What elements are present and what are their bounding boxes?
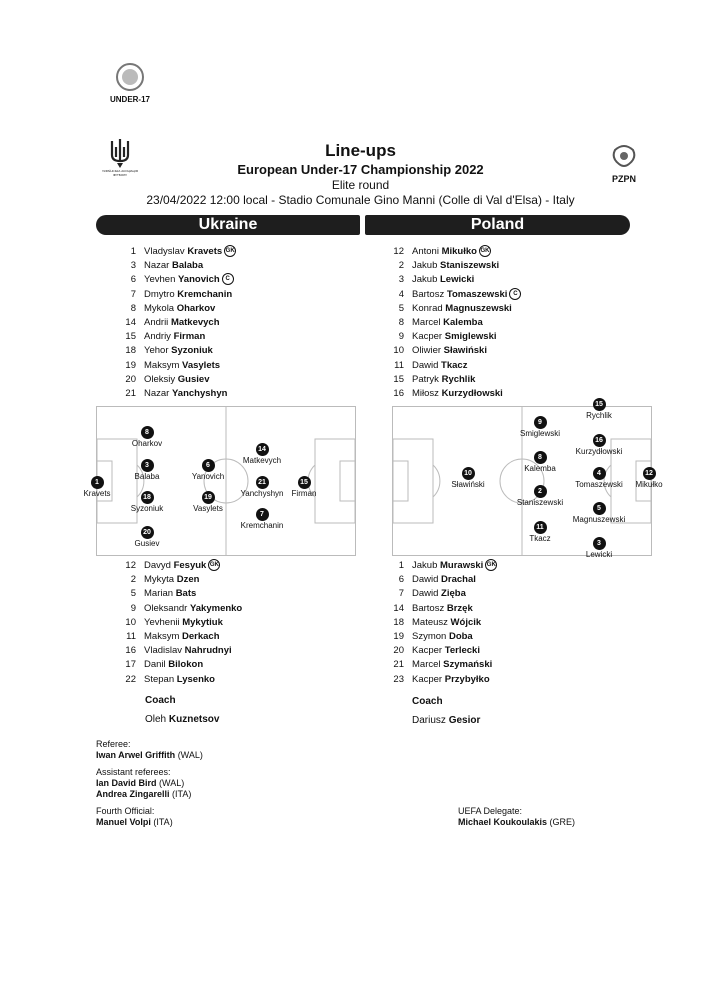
uefa-trophy-icon — [115, 62, 145, 92]
away-team-bar: Poland — [365, 215, 630, 235]
list-item: 3 Jakub Lewicki — [398, 274, 475, 286]
away-starters-list — [364, 245, 521, 401]
pitch-player: 7 Kremchanin — [222, 508, 302, 530]
referee-block: Referee: Iwan Arwel Griffith (WAL) — [96, 739, 203, 760]
home-pitch — [83, 406, 356, 556]
pitch-player: 1 Kravets — [57, 476, 137, 498]
pitch-player: 12 Mikułko — [609, 467, 689, 489]
home-team-bar: Ukraine — [96, 215, 360, 235]
list-item: 1 Vladyslav Kravets GK — [130, 246, 235, 257]
list-item: 7 Dawid Zięba — [398, 588, 466, 600]
list-item: 14 Andrii Matkevych — [125, 317, 220, 329]
captain-icon: C — [509, 288, 521, 300]
round-name: Elite round — [331, 178, 390, 192]
list-item: 10 Oliwier Sławiński — [393, 345, 487, 357]
away-pitch — [392, 401, 663, 559]
pitch-player: 4 Tomaszewski — [559, 467, 639, 489]
pitch-player: 15 Firman — [264, 476, 344, 498]
list-item: 17 Danil Bilokon — [125, 659, 204, 671]
list-item: 3 Nazar Balaba — [130, 260, 204, 272]
pitch-player: 3 Balaba — [107, 459, 187, 481]
list-item: 9 Kacper Smiglewski — [398, 331, 497, 343]
pitch-player: 15 Rychlik — [559, 398, 639, 420]
list-item: 20 Kacper Terlecki — [393, 645, 480, 657]
home-subs-list — [96, 559, 242, 687]
home-starters-list — [96, 245, 236, 401]
list-item: 2 Mykyta Dzen — [130, 574, 200, 586]
list-item: 12 Antoni Mikułko GK — [393, 246, 490, 257]
list-item: 1 Jakub Murawski GK — [398, 560, 496, 571]
list-item: 21 Nazar Yanchyshyn — [125, 388, 228, 400]
list-item: 6 Dawid Drachal — [398, 574, 476, 586]
list-item: 12 Davyd Fesyuk GK — [125, 560, 219, 571]
uefa-u17-logo: UNDER-17 — [108, 62, 152, 104]
pitch-player: 18 Syzoniuk — [107, 491, 187, 513]
list-item: 6 Yevhen Yanovich C — [96, 273, 236, 287]
pitch-player: 8 Kalemba — [500, 451, 580, 473]
pitch-player: 8 Oharkov — [107, 426, 187, 448]
pitch-player: 6 Yanovich — [168, 459, 248, 481]
list-item: 15 Andriy Firman — [125, 331, 206, 343]
list-item: 16 Miłosz Kurzydłowski — [393, 388, 503, 400]
pitch-player: 9 Smiglewski — [500, 416, 580, 438]
list-item: 19 Szymon Doba — [393, 631, 473, 643]
list-item: 18 Mateusz Wójcik — [393, 616, 482, 628]
pitch-player: 11 Tkacz — [500, 521, 580, 543]
home-coach-name: Oleh Kuznetsov — [145, 714, 220, 725]
list-item: 8 Marcel Kalemba — [398, 317, 483, 329]
away-coach-name: Dariusz Gesior — [412, 715, 481, 726]
list-item: 11 Maksym Derkach — [126, 631, 220, 643]
list-item: 19 Maksym Vasylets — [125, 359, 221, 371]
pitch-player: 14 Matkevych — [222, 443, 302, 465]
pitch-player: 20 Gusiev — [107, 526, 187, 548]
list-item: 9 Oleksandr Yakymenko — [130, 602, 243, 614]
away-subs-list — [364, 559, 497, 687]
uefa-delegate-block: UEFA Delegate: Michael Koukoulakis (GRE) — [458, 806, 576, 827]
goalkeeper-icon: GK — [479, 245, 491, 257]
list-item: 20 Oleksiy Gusiev — [125, 373, 210, 385]
list-item: 15 Patryk Rychlik — [393, 373, 476, 385]
away-coach-label: Coach — [412, 696, 443, 707]
page-title: Line-ups — [325, 141, 396, 160]
captain-icon: C — [222, 273, 234, 285]
goalkeeper-icon: GK — [224, 245, 236, 257]
assistant-referees-block: Assistant referees: Ian David Bird (WAL) Andrea Zingarelli (ITA) — [96, 767, 192, 799]
list-item: 22 Stepan Lysenko — [125, 673, 215, 685]
list-item: 7 Dmytro Kremchanin — [130, 288, 233, 300]
pitch-player: 10 Sławiński — [428, 467, 508, 489]
goalkeeper-icon: GK — [485, 559, 497, 571]
match-info: 23/04/2022 12:00 local - Stadio Comunale Gino Manni (Colle di Val d'Elsa) - Italy — [146, 193, 575, 207]
fourth-official-block: Fourth Official: Manuel Volpi (ITA) — [96, 806, 173, 827]
list-item: 10 Yevhenii Mykytiuk — [125, 616, 223, 628]
list-item: 11 Dawid Tkacz — [394, 359, 468, 371]
pzpn-crest: PZPN — [604, 140, 644, 184]
pitch-player: 21 Yanchyshyn — [222, 476, 302, 498]
competition-name: European Under-17 Championship 2022 — [237, 162, 484, 177]
ukraine-crest: УКРАЇНСЬКА АСОЦІАЦІЯ ФУТБОЛУ — [102, 137, 138, 177]
pitch-player: 5 Magnuszewski — [559, 502, 639, 524]
list-item: 21 Marcel Szymański — [393, 659, 493, 671]
list-item: 5 Konrad Magnuszewski — [398, 302, 512, 314]
pitch-player: 19 Vasylets — [168, 491, 248, 513]
list-item: 8 Mykola Oharkov — [130, 302, 216, 314]
goalkeeper-icon: GK — [208, 559, 220, 571]
list-item: 18 Yehor Syzoniuk — [125, 345, 213, 357]
list-item: 5 Marian Bats — [130, 588, 197, 600]
pitch-player: 2 Staniszewski — [500, 485, 580, 507]
list-item: 23 Kacper Przybyłko — [393, 673, 490, 685]
list-item: 16 Vladislav Nahrudnyi — [125, 645, 232, 657]
home-coach-label: Coach — [145, 695, 176, 706]
list-item: 4 Bartosz Tomaszewski C — [364, 288, 521, 302]
list-item: 2 Jakub Staniszewski — [398, 260, 500, 272]
list-item: 14 Bartosz Brzęk — [393, 602, 473, 614]
pitch-player: 3 Lewicki — [559, 537, 639, 559]
pitch-player: 16 Kurzydłowski — [559, 434, 639, 456]
